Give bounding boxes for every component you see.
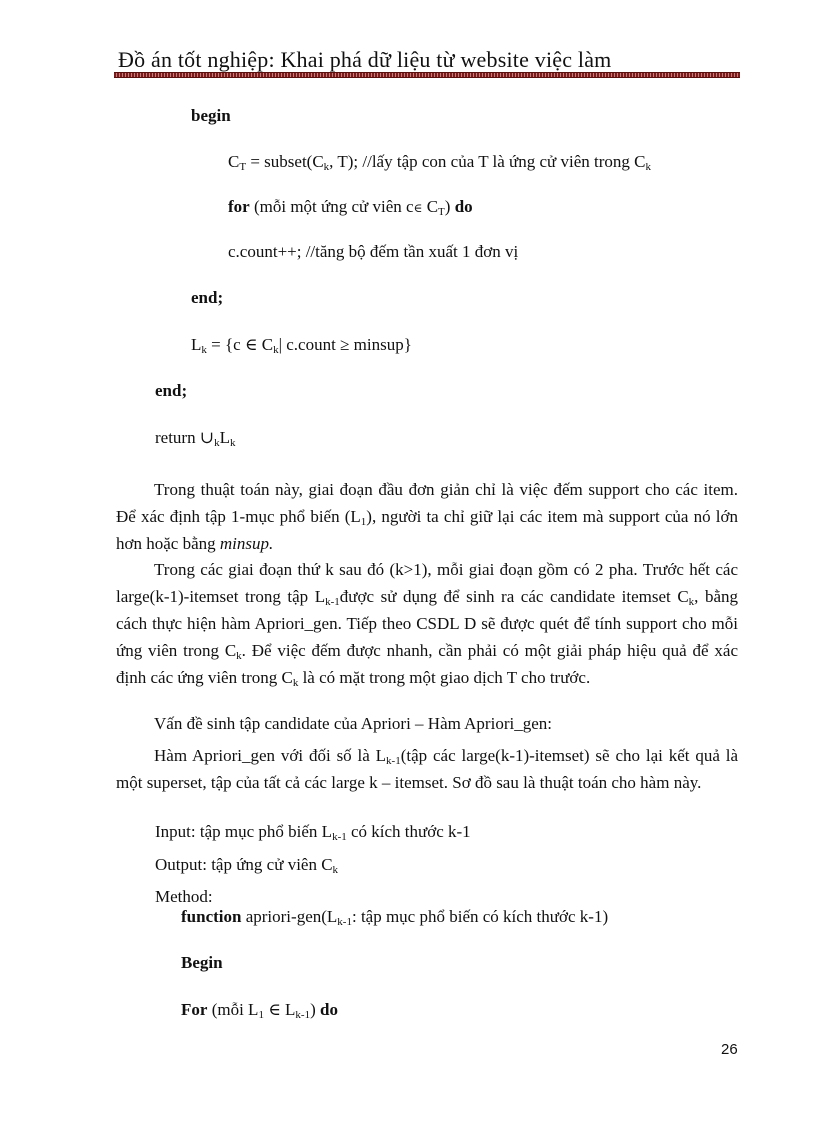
subscript: k-1 (332, 831, 347, 843)
subscript: T (438, 206, 445, 218)
subscript: k (332, 864, 339, 876)
text: (tập các large(k-1)-itemset) sẽ cho lại kết quả là một superset, tập của tất cả các large k – itemset. Sơ đồ sau là thuật toán cho hàm này. (116, 746, 738, 792)
subscript: k (236, 650, 242, 662)
subscript: k-1 (337, 916, 352, 928)
subscript: k (292, 677, 299, 689)
code-end-outer: end; (155, 381, 188, 400)
text: = subset(C (246, 152, 324, 171)
keyword-for: for (228, 197, 250, 216)
code-output-line (155, 855, 338, 875)
text: = {c ∈ C (206, 335, 274, 354)
text: : tập mục phổ biến có kích thước k-1) (351, 907, 609, 926)
subscript: 1 (258, 1009, 264, 1021)
text: là có mặt trong một giao dịch T cho trước. (298, 668, 591, 687)
subscript: T (239, 161, 247, 173)
keyword-function: function (181, 907, 242, 926)
subscript: k (645, 161, 652, 173)
text: có kích thước k-1 (346, 822, 471, 841)
subscript: k-1 (295, 1009, 311, 1021)
code-for-line (228, 197, 473, 218)
code-function-line (181, 907, 608, 927)
paragraph-2 (116, 556, 738, 691)
paragraph-3: Vấn đề sinh tập candidate của Apriori – Hàm Apriori_gen: (154, 714, 552, 733)
code-for-line-2 (181, 1000, 338, 1020)
text: (mỗi L (207, 1000, 259, 1019)
subscript: k (323, 161, 330, 173)
element-of-symbol: ∈ (413, 201, 423, 215)
text: (mỗi một ứng cử viên c (249, 197, 414, 216)
text: ∈ L (263, 1000, 296, 1019)
text: Trong các giai đoạn thứ k sau đó (k>1), mỗi giai đoạn gồm có 2 pha. Trước hết các large(k-1)-itemset trong tập L (116, 560, 738, 606)
code-method-line: Method: (155, 887, 213, 906)
subscript: k (273, 344, 279, 356)
code-return-line (155, 428, 235, 448)
code-input-line (155, 822, 471, 842)
keyword-for: For (181, 1000, 208, 1019)
header-divider (114, 72, 740, 78)
subscript: k (201, 344, 207, 356)
text: Hàm Apriori_gen với đối số là L (154, 746, 387, 765)
code-begin: begin (191, 106, 231, 125)
text: L (191, 335, 202, 354)
document-header-title: Đồ án tốt nghiệp: Khai phá dữ liệu từ website việc làm (118, 47, 612, 72)
text: C (228, 152, 240, 171)
text: return ∪ (155, 428, 215, 447)
text: C (422, 197, 439, 216)
text: , bằng cách thực hiện hàm Apriori_gen. Tiếp theo CSDL D sẽ được quét để tính support cho mỗi ứng viên trong C (116, 587, 739, 660)
text: L (219, 428, 230, 447)
code-lk-line (191, 335, 412, 355)
keyword-do: do (454, 197, 473, 216)
text: Output: tập ứng cử viên C (155, 855, 333, 874)
paragraph-4 (116, 742, 738, 796)
subscript: k (229, 437, 236, 449)
text: Trong thuật toán này, giai đoạn đầu đơn giản chỉ là việc đếm support cho các item. Để xác định tập 1-mục phổ biến (L (116, 480, 738, 526)
text: , T); //lấy tập con của T là ứng cử viên trong C (329, 152, 646, 171)
subscript: k-1 (325, 596, 340, 608)
subscript: 1 (360, 516, 367, 528)
text: . Để việc đếm được nhanh, cần phải có một giải pháp hiệu quả để xác định các ứng viên trong C (116, 641, 738, 687)
text: apriori-gen(L (241, 907, 338, 926)
subscript: k (688, 596, 695, 608)
text: ), người ta chỉ giữ lại các item mà support của nó lớn hơn hoặc bằng (116, 507, 738, 553)
subscript: k-1 (386, 755, 401, 767)
code-count-line: c.count++; //tăng bộ đếm tần xuất 1 đơn vị (228, 242, 519, 261)
page-number: 26 (721, 1041, 738, 1058)
paragraph-1 (116, 476, 738, 557)
text: được sử dụng để sinh ra các candidate itemset C (339, 587, 689, 606)
keyword-do: do (320, 1000, 338, 1019)
text: Input: tập mục phổ biến L (155, 822, 333, 841)
code-ct-subset-line (228, 152, 651, 172)
text: | c.count ≥ minsup} (278, 335, 412, 354)
subscript: k (214, 437, 220, 449)
code-end-inner: end; (191, 288, 224, 307)
text: ) (310, 1000, 320, 1019)
text: ) (444, 197, 455, 216)
code-begin-2: Begin (181, 953, 223, 972)
italic-term: minsup. (219, 534, 274, 553)
